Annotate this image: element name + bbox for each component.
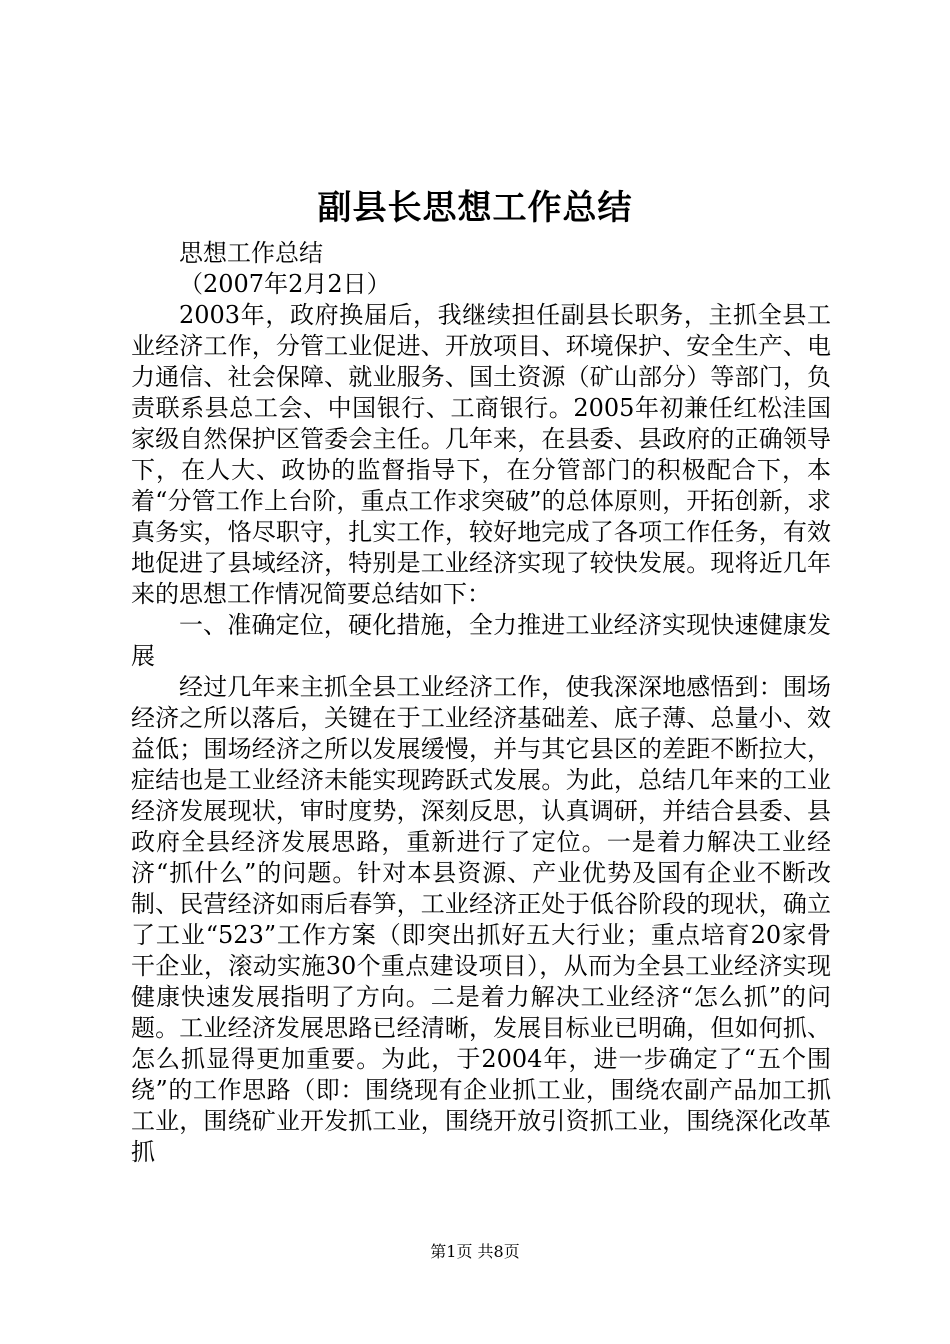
section-heading-1: 一、准确定位，硬化措施，全力推进工业经济实现快速健康发展 [131, 611, 831, 670]
document-body [131, 238, 831, 1168]
paragraph-section-1: 经过几年来主抓全县工业经济工作，使我深深地感悟到：围场经济之所以落后，关键在于工业经济基础差、底子薄、总量小、效益低；围场经济之所以发展缓慢，并与其它县区的差距不断拉大，症结也是工业经济未能实现跨跃式发展。为此，总结几年来的工业经济发展现状，审时度势，深刻反思，认真调研，并结合县委、县政府全县经济发展思路，重新进行了定位。一是着力解决工业经济“抓什么”的问题。针对本县资源、产业优势及国有企业不断改制、民营经济如雨后春笋，工业经济正处于低谷阶段的现状，确立了工业“523”工作方案（即突出抓好五大行业；重点培育20家骨干企业，滚动实施30个重点建设项目），从而为全县工业经济实现健康快速发展指明了方向。二是着力解决工业经济“怎么抓”的问题。工业经济发展思路已经清晰，发展目标业已明确，但如何抓、怎么抓显得更加重要。为此，于2004年，进一步确定了“五个围绕”的工作思路（即：围绕现有企业抓工业，围绕农副产品加工抓工业，围绕矿业开发抓工业，围绕开放引资抓工业，围绕深化改革抓 [131, 673, 831, 1166]
paragraph-intro: 2003年，政府换届后，我继续担任副县长职务，主抓全县工业经济工作，分管工业促进、开放项目、环境保护、安全生产、电力通信、社会保障、就业服务、国土资源（矿山部分）等部门，负责联系县总工会、中国银行、工商银行。2005年初兼任红松洼国家级自然保护区管委会主任。几年来，在县委、县政府的正确领导下，在人大、政协的监督指导下，在分管部门的积极配合下，本着“分管工作上台阶，重点工作求突破”的总体原则，开拓创新，求真务实，恪尽职守，扎实工作，较好地完成了各项工作任务，有效地促进了县域经济，特别是工业经济实现了较快发展。现将近几年来的思想工作情况简要总结如下： [131, 301, 831, 608]
document-title: 副县长思想工作总结 [317, 188, 633, 228]
page-footer: 第1页 共8页 [430, 1242, 520, 1261]
paragraph-date: （2007年2月2日） [179, 270, 391, 298]
paragraph-subtitle: 思想工作总结 [179, 239, 323, 267]
